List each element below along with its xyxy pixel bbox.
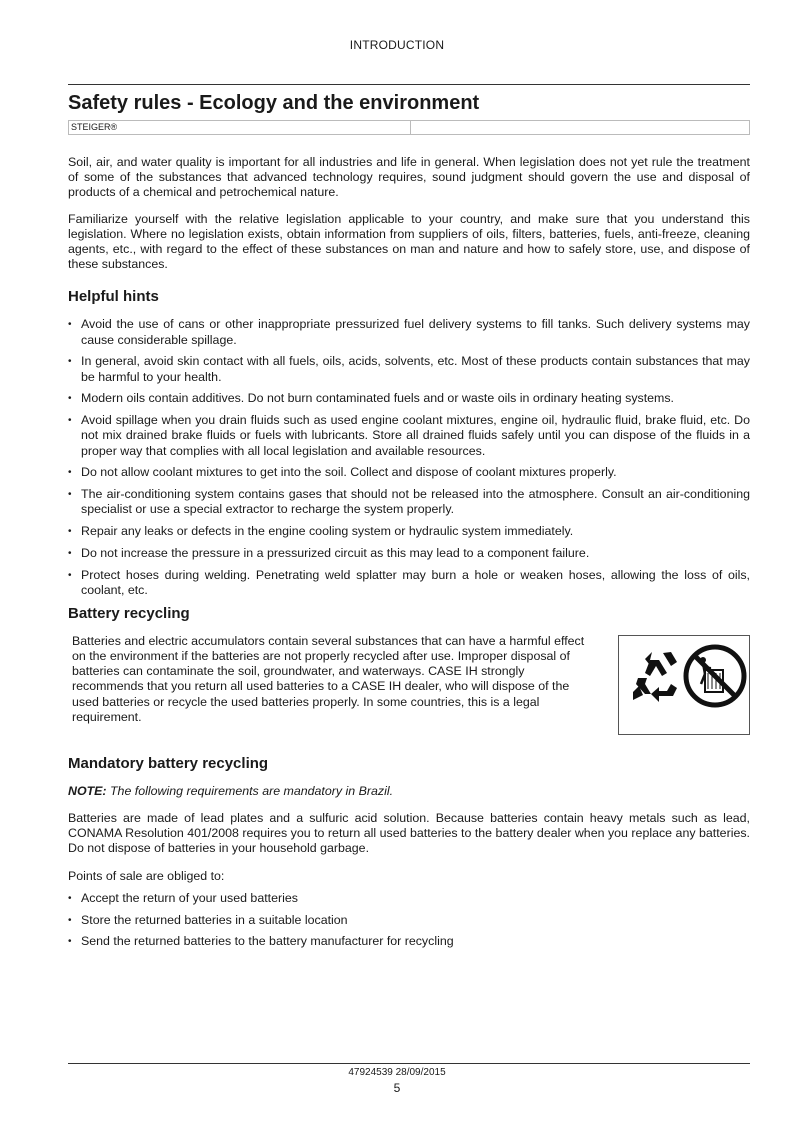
helpful-hints-heading: Helpful hints [68, 288, 159, 306]
bullet-icon: • [68, 548, 72, 560]
bullet-icon: • [68, 569, 72, 581]
list-item: • Do not allow coolant mixtures to get into the soil. Collect and dispose of coolant mixtures properly. [68, 465, 617, 480]
battery-recycling-text: Batteries and electric accumulators contain several substances that can have a harmful effect on the environment if the batteries are not properly recycled after use. Improper disposal of batteries can contaminate the soil, groundwater, and waterways. CASE IH strongly recommends that you return all used batteries to a CASE IH dealer, who will dispose of the used batteries or recycle the used batteries properly. In some countries, this is a legal requirement. [72, 633, 585, 724]
note-text: The following requirements are mandatory in Brazil. [106, 783, 394, 798]
footer-rule [68, 1063, 750, 1064]
bullet-icon: • [68, 415, 72, 427]
note-paragraph [68, 784, 750, 799]
mandatory-paragraph-2: Points of sale are obliged to: [68, 868, 225, 883]
page-number: 5 [393, 1081, 401, 1095]
bullet-icon: • [68, 319, 72, 331]
document-code: 47924539 28/09/2015 [348, 1067, 446, 1078]
bullet-icon: • [68, 393, 72, 405]
list-item: • Avoid the use of cans or other inappropriate pressurized fuel delivery systems to fill tanks. Such delivery systems may cause considerable spillage. [68, 317, 750, 347]
running-header: INTRODUCTION [349, 38, 445, 52]
bullet-icon: • [68, 526, 72, 538]
bullet-icon: • [68, 914, 72, 926]
mandatory-recycling-heading: Mandatory battery recycling [68, 754, 269, 772]
battery-disposal-symbols [621, 640, 747, 730]
page-content [68, 84, 750, 956]
list-item: • The air-conditioning system contains gases that should not be released into the atmosphere. Consult an air-conditioning specialist or use a special extractor to recharge the system properly. [68, 487, 750, 517]
helpful-hints-list [68, 317, 750, 598]
page-title: Safety rules - Ecology and the environment [68, 92, 480, 114]
list-item: • In general, avoid skin contact with all fuels, oils, acids, solvents, etc. Most of these products contain substances that may be harmful to your health. [68, 354, 750, 384]
battery-recycling-block [68, 634, 750, 735]
intro-paragraph-2: Familiarize yourself with the relative legislation applicable to your country, and make sure that you understand this legislation. Where no legislation exists, obtain information from suppliers of oils, filters, batteries, fuels, anti-freeze, cleaning agents, etc., with regard to the effect of these substances on man and nature and how to safely store, use, and dispose of these substances. [68, 211, 750, 272]
model-cell-empty [411, 121, 749, 134]
list-item: • Store the returned batteries in a suitable location [68, 912, 348, 927]
battery-disposal-illustration [618, 635, 750, 735]
no-trash-bin-icon [686, 647, 744, 705]
list-item: • Send the returned batteries to the battery manufacturer for recycling [68, 934, 454, 949]
bullet-icon: • [68, 936, 72, 948]
bullet-icon: • [68, 467, 72, 479]
intro-paragraph-1: Soil, air, and water quality is important for all industries and life in general. When legislation does not yet rule the treatment of some of the substances that advanced technology requires, sound judgment should govern the use and disposal of products of a chemical and petrochemical nature. [68, 155, 750, 200]
model-cell: STEIGER® [69, 121, 411, 134]
list-item: • Modern oils contain additives. Do not burn contaminated fuels and or waste oils in ordinary heating systems. [68, 391, 675, 406]
list-item: • Do not increase the pressure in a pressurized circuit as this may lead to a component failure. [68, 546, 590, 561]
battery-recycling-heading: Battery recycling [68, 604, 190, 622]
points-of-sale-list [68, 891, 750, 950]
list-item: • Accept the return of your used batteries [68, 890, 298, 905]
note-label: NOTE: [68, 783, 107, 798]
mandatory-paragraph-1: Batteries are made of lead plates and a sulfuric acid solution. Because batteries contain heavy metals such as lead, CONAMA Resolution 401/2008 requires you to return all used batteries to the battery dealer when you replace any batteries. Do not dispose of batteries in your household garbage. [68, 811, 750, 856]
bullet-icon: • [68, 489, 72, 501]
title-rule [68, 84, 750, 85]
list-item: • Protect hoses during welding. Penetrating weld splatter may burn a hole or weaken hoses, allowing the loss of oils, coolant, etc. [68, 567, 750, 598]
list-item: • Avoid spillage when you drain fluids such as used engine coolant mixtures, engine oil, hydraulic fluid, brake fluid, etc. Do not mix drained brake fluids or fuels with lubricants. Store all drained fluids safely until you can dispose of the fluids in a proper way that complies with all local legislation and available resources. [68, 413, 750, 458]
bullet-icon: • [68, 892, 72, 904]
list-item: • Repair any leaks or defects in the engine cooling system or hydraulic system immediately. [68, 524, 574, 539]
bullet-icon: • [68, 356, 72, 368]
recycle-icon [633, 652, 677, 702]
model-table [68, 120, 750, 135]
